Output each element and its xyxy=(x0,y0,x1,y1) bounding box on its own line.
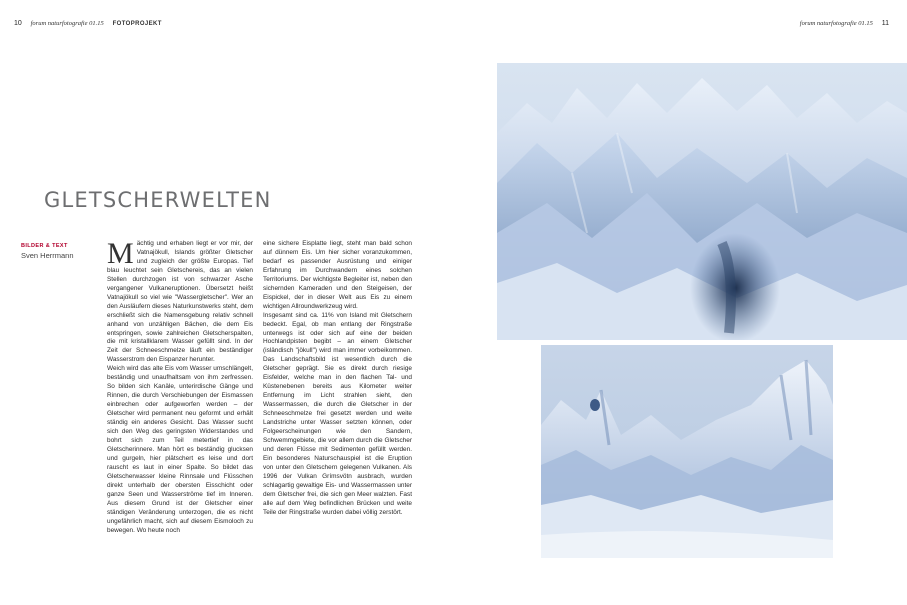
author-name: Sven Herrmann xyxy=(21,251,74,260)
right-magazine-name: forum naturfotografie 01.15 xyxy=(799,20,873,27)
drop-cap: M xyxy=(107,237,134,270)
glacier-ice-field-photo xyxy=(541,345,833,558)
credit-label: BILDER & TEXT xyxy=(21,243,68,249)
paragraph-3: eine sichere Eisplatte liegt, steht man bald schon auf dünnem Eis. Um hier sicher voranzukommen, bedarf es passender Ausrüstung und einiger Erfahrung im Durchwandern eines solchen Territoriums. Der wichtigste Begleiter ist, neben den sichernden Kameraden und den Steigeisen, der Eispickel, der in dieser Welt aus Eis zu einem wichtigen Allroundwerkzeug wird. xyxy=(263,240,412,310)
left-running-head xyxy=(14,20,169,27)
text-column-2 xyxy=(263,240,412,518)
article-title: GLETSCHERWELTEN xyxy=(44,188,272,212)
glacier-field-illustration xyxy=(541,345,833,558)
left-page-number: 10 xyxy=(14,20,22,27)
left-magazine-name: forum naturfotografie 01.15 xyxy=(30,20,104,27)
paragraph-1-text: ächtig und erhaben liegt er vor mir, der Vatnajökull, Islands größter Gletscher und zugleich der größte Europas. Tief blau leuchtet sein Gletschereis, das an vielen Stellen durchzogen ist von schwarzer Asche vergangener Vulkaneruptionen. Übersetzt heißt Vatnajökull so viel wie "Wassergletscher". Wer an den Ausläufern dieses Naturkunstwerks steht, dem erschließt sich die Namensgebung relativ schnell anhand von unzähligen Bächen, die dem Eis entspringen, sowie zahlreichen Gletscherspalten, die mit kristallklarem Wasser gefüllt sind. In der Zeit der Schneeschmelze läuft ein beständiger Wasserstrom den Eispanzer herunter. xyxy=(107,240,253,364)
right-page-number: 11 xyxy=(881,20,889,27)
right-running-head xyxy=(793,20,889,27)
paragraph-1 xyxy=(107,237,253,365)
text-column-1 xyxy=(107,237,253,535)
paragraph-2: Weich wird das alte Eis vom Wasser umschlängelt, beständig und unaufhaltsam von ihm zerfressen. So bilden sich Kanäle, unterirdische Gänge und Rinnen, die durch Verschiebungen der Eismassen einbrechen oder aufgeworfen werden – der Gletscher wird permanent neu geformt und erhält ständig ein anderes Gesicht. Das Wasser sucht sich den Weg des geringsten Widerstandes und bohrt sich zum Teil metertief in das Gletscherinnere. Man hört es beständig glucksen und gurgeln, hier plätschert es leise und dort rauscht es laut in einer Spalte. So bildet das Gletscherwasser kleine Rinnsale und Flüsschen direkt unterhalb der obersten Eisschicht oder ganze Seen und Wasserströme tief im Inneren. Aus diesem Grund ist der Gletscher einer ständigen Veränderung unterzogen, die es nicht ungefährlich macht, sich auf diesem Eismoloch zu bewegen. Wo heute noch xyxy=(107,365,253,534)
section-name: FOTOPROJEKT xyxy=(112,21,162,27)
glacier-ridges-illustration xyxy=(497,63,907,340)
glacier-ice-ridges-photo xyxy=(497,63,907,340)
paragraph-4: Insgesamt sind ca. 11% von Island mit Gletschern bedeckt. Egal, ob man entlang der Ringstraße unterwegs ist oder sich auf eine der beiden Hochlandpisten begibt – an einem Gletscher (isländisch "jökull") wird man immer vorbeikommen. Das Landschaftsbild ist wesentlich durch die Gletscher geprägt. Sie es direkt durch riesige Eisfelder, welche man in den flachen Tal- und Küstenebenen bereits aus Kilometer weiter Entfernung im Licht strahlen sieht, den Wassermassen, die durch die Gletscher in der Schneeschmelze frei gesetzt werden und weite Landstriche unter Wasser setzten können, oder Folgeerscheinungen wie den Sandern, Schwemmgebiete, die vor allem durch die Gletscher und deren Flüsse mit Sedimenten gefüllt werden. Ein besonderes Naturschauspiel ist die Eruption von unter den Gletschern gelegenen Vulkanen. Als 1996 der Vulkan Grímsvötn ausbrach, wurden schlagartig gewaltige Eis- und Wassermassen unter dem Gletscher frei, die sich gen Meer walzten. Fast alle auf dem Weg befindlichen Brücken und weite Teile der Ringstraße wurden dabei völlig zerstört. xyxy=(263,311,412,516)
